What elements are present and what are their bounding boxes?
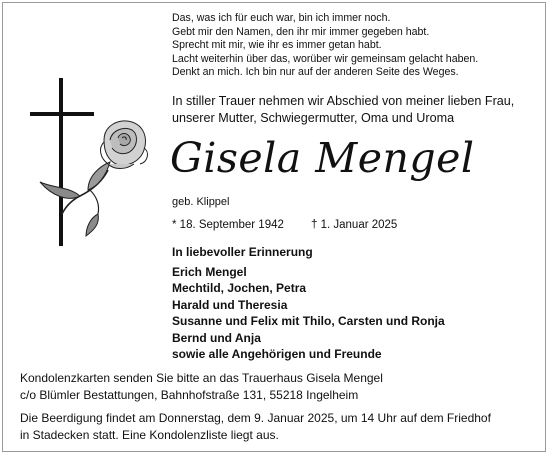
funeral-line: in Stadecken statt. Eine Kondolenzliste liegt aus.	[20, 427, 279, 442]
mourner-entry: Susanne und Felix mit Thilo, Carsten und Ronja	[172, 314, 445, 329]
funeral-info	[20, 410, 530, 443]
mourner-entry: Mechtild, Jochen, Petra	[172, 281, 307, 296]
poem-line: Lacht weiterhin über das, worüber wir gemeinsam gelacht haben.	[172, 52, 479, 65]
maiden-name: geb. Klippel	[172, 196, 230, 208]
farewell-intro	[172, 93, 532, 127]
birth-date: * 18. September 1942	[172, 219, 284, 231]
cross-and-rose-emblem	[30, 78, 170, 248]
mourner-entry: sowie alle Angehörigen und Freunde	[172, 347, 382, 362]
mourner-entry: Bernd und Anja	[172, 330, 261, 345]
rose-icon	[40, 121, 147, 236]
memory-heading: In liebevoller Erinnerung	[172, 245, 313, 259]
poem-line: Denkt an mich. Ich bin nur auf der anderen Seite des Weges.	[172, 66, 459, 79]
funeral-line: Die Beerdigung findet am Donnerstag, dem 9. Januar 2025, um 14 Uhr auf dem Friedhof	[20, 411, 491, 425]
mourner-entry: Harald und Theresia	[172, 297, 288, 312]
intro-line: In stiller Trauer nehmen wir Abschied von meiner lieben Frau,	[172, 94, 515, 108]
condolence-info	[20, 370, 530, 403]
poem-line: Das, was ich für euch war, bin ich immer noch.	[172, 12, 391, 24]
intro-line: unserer Mutter, Schwiegermutter, Oma und Uroma	[172, 111, 455, 125]
cross-icon	[30, 78, 94, 246]
poem-line: Gebt mir den Namen, den ihr mir immer gegeben habt.	[172, 25, 430, 38]
condolence-line: Kondolenzkarten senden Sie bitte an das Trauerhaus Gisela Mengel	[20, 371, 383, 385]
condolence-line: c/o Blümler Bestattungen, Bahnhofstraße 131, 55218 Ingelheim	[20, 387, 359, 402]
deceased-name: Gisela Mengel	[170, 134, 475, 182]
mourners-list	[172, 264, 532, 362]
poem-line: Sprecht mit mir, wie ihr es immer getan habt.	[172, 39, 382, 52]
mourner-entry: Erich Mengel	[172, 265, 247, 279]
poem	[172, 12, 532, 80]
death-date: † 1. Januar 2025	[311, 219, 398, 231]
